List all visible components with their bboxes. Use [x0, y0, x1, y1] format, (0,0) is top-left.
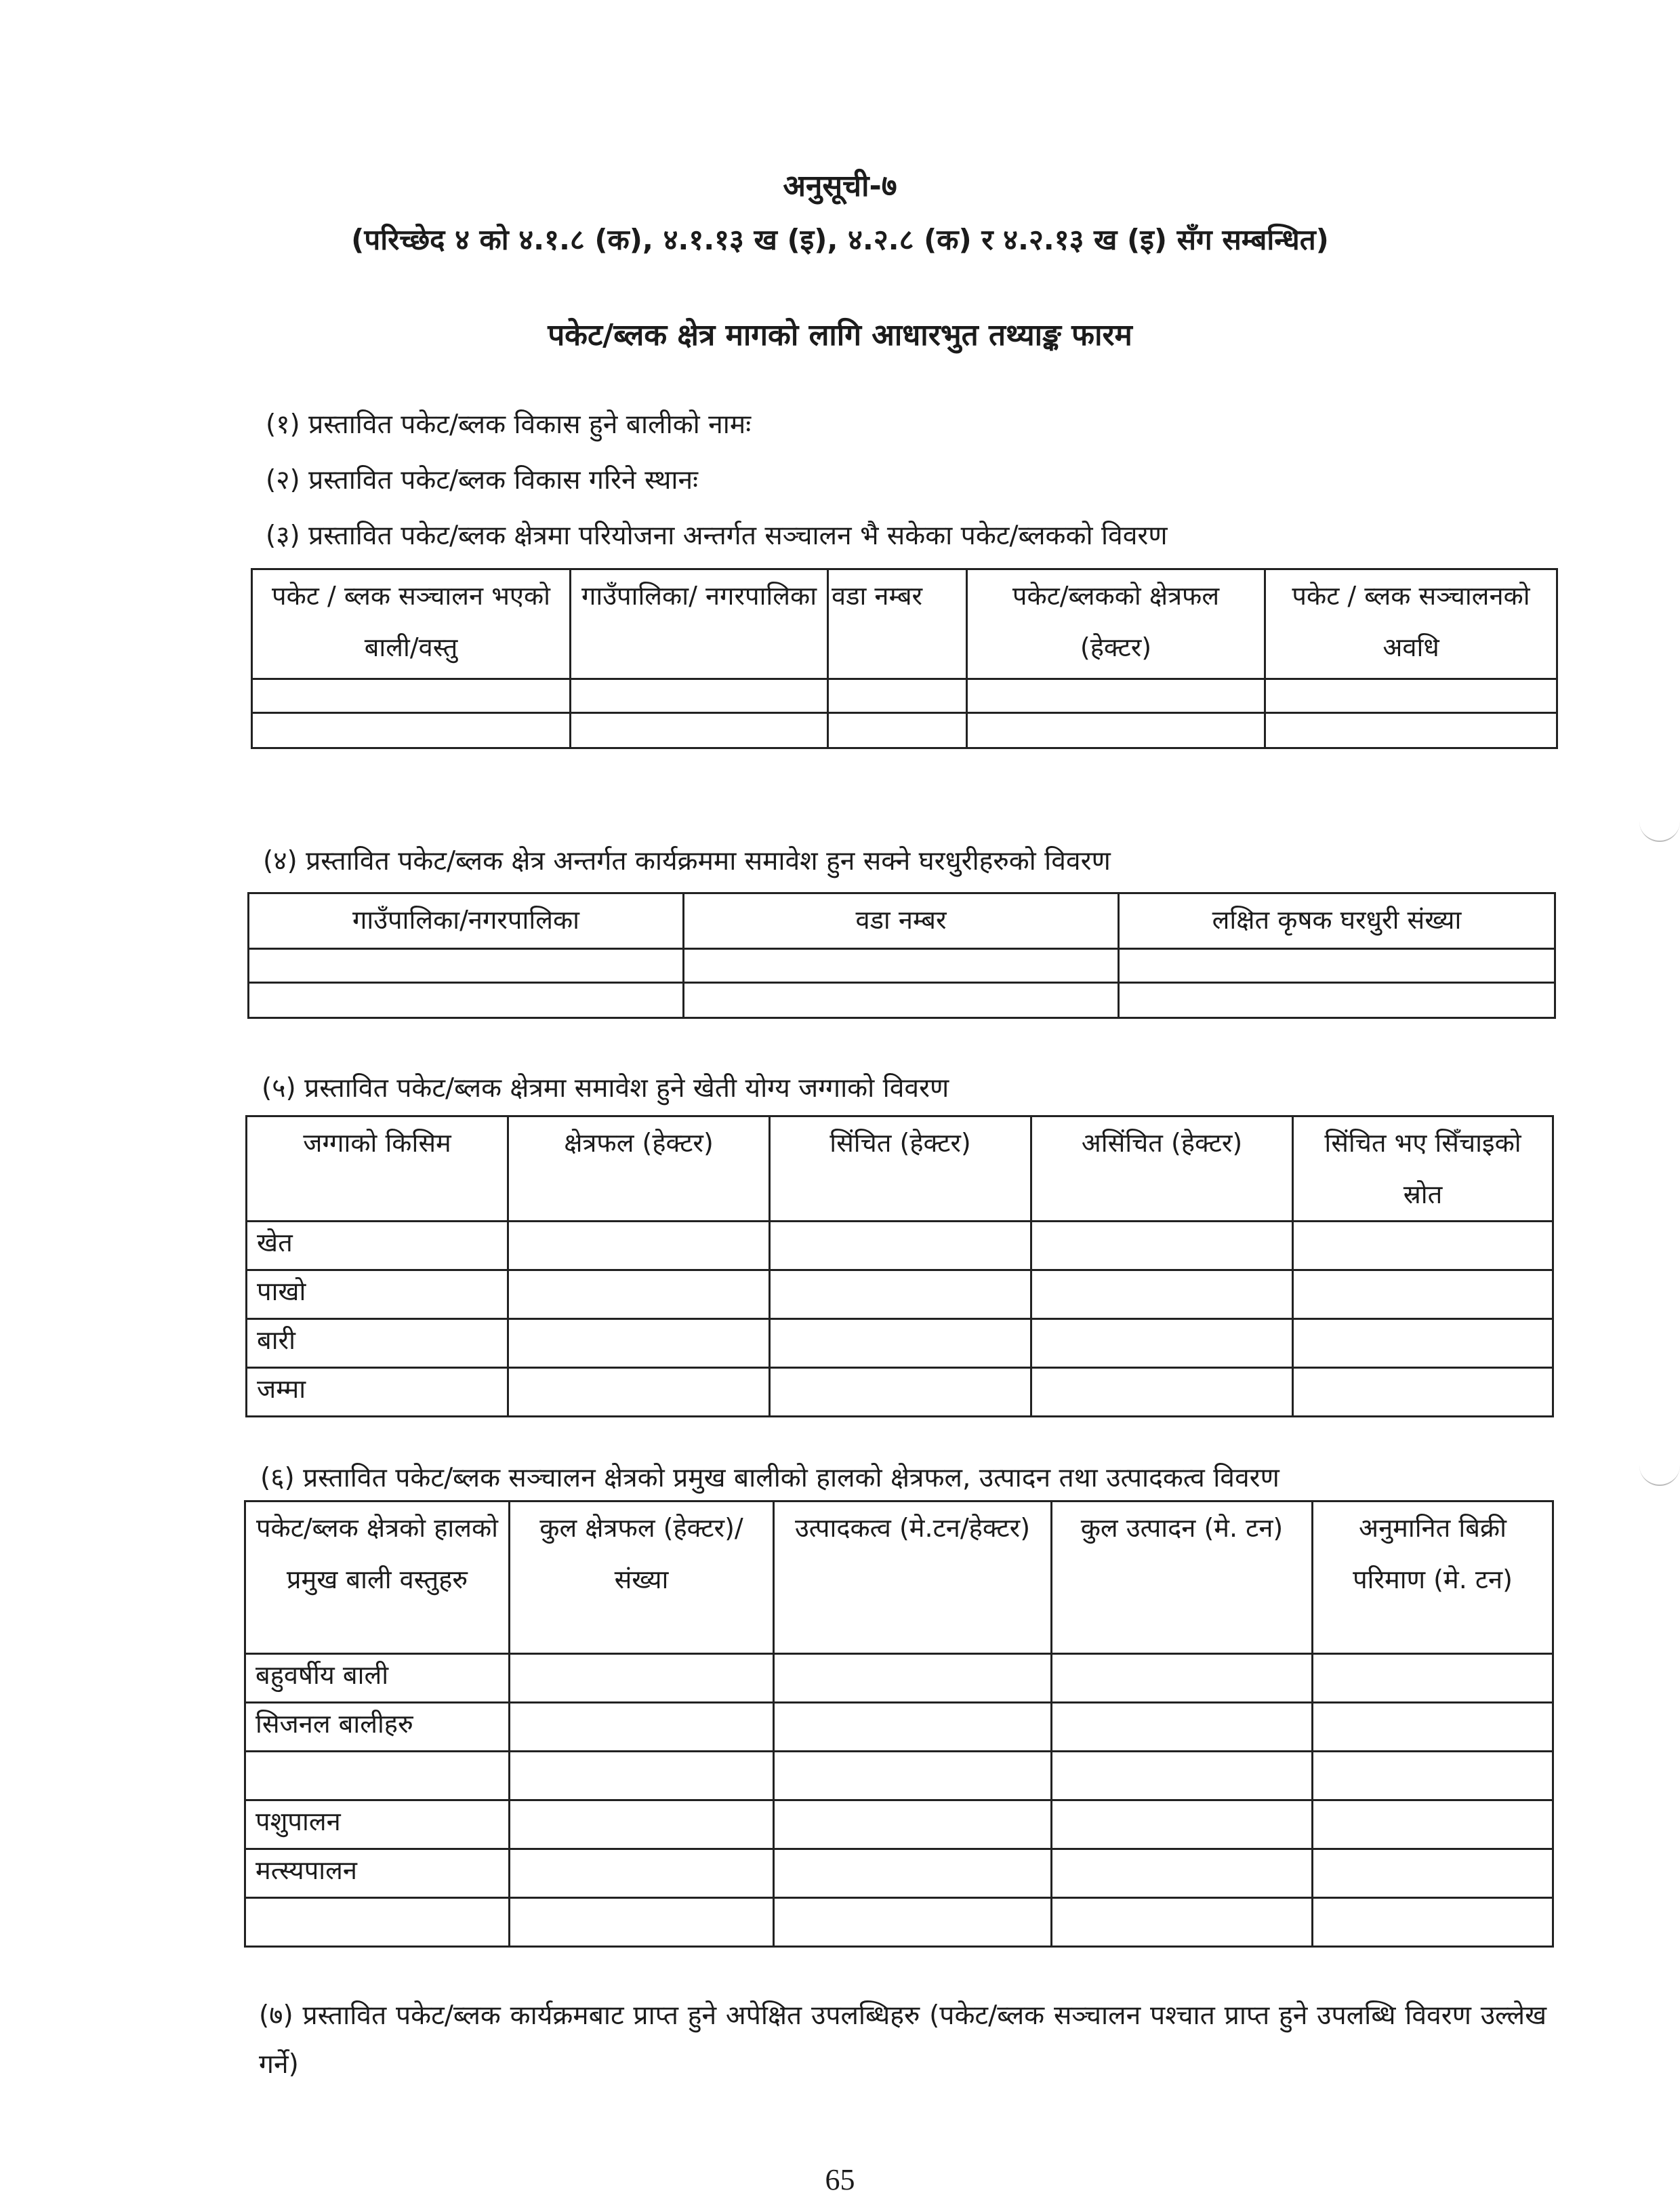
header-unirrigated: असिंचित (हेक्टर): [1031, 1116, 1293, 1222]
table-cell[interactable]: [1052, 1654, 1313, 1703]
section-3-title: (३) प्रस्तावित पकेट/ब्लक क्षेत्रमा परियोजना अन्तर्गत सञ्चालन भै सकेका पकेट/ब्लकको विवरण: [266, 521, 1168, 551]
table-row: [247, 1368, 1553, 1417]
table-cell[interactable]: [1031, 1270, 1293, 1319]
table-cell[interactable]: [1293, 1270, 1553, 1319]
table-cell[interactable]: [774, 1654, 1052, 1703]
table-cell[interactable]: [770, 1270, 1031, 1319]
table-cell[interactable]: [1052, 1849, 1313, 1898]
section-6-title: (६) प्रस्तावित पकेट/ब्लक सञ्चालन क्षेत्रको प्रमुख बालीको हालको क्षेत्रफल, उत्पादन तथा उत्पादकत्व विवरण: [260, 1463, 1279, 1493]
table-cell[interactable]: [510, 1800, 774, 1849]
table-cell[interactable]: [1265, 679, 1557, 713]
table-households: [247, 892, 1556, 1019]
table-cell[interactable]: [510, 1898, 774, 1947]
table-cell[interactable]: [1031, 1319, 1293, 1368]
header-productivity: उत्पादकत्व (मे.टन/हेक्टर): [774, 1501, 1052, 1654]
table-row: [252, 679, 1557, 713]
table-row: [249, 949, 1555, 983]
table-cell[interactable]: [510, 1849, 774, 1898]
table-cell[interactable]: [1293, 1222, 1553, 1270]
table-cell[interactable]: [252, 713, 571, 748]
table-cell[interactable]: [1293, 1319, 1553, 1368]
header-irrigated: सिंचित (हेक्टर): [770, 1116, 1031, 1222]
table-cell[interactable]: [1031, 1222, 1293, 1270]
section-7-expected-outcomes: (७) प्रस्तावित पकेट/ब्लक कार्यक्रमबाट प्राप्त हुने अपेक्षित उपलब्धिहरु (पकेट/ब्लक सञ्चालन पश्चात प्राप्त हुने उपलब्धि विवरण उल्लेख गर्ने): [259, 2000, 1546, 2080]
annex-heading: अनुसूची-७: [783, 169, 897, 203]
table-cell[interactable]: [252, 679, 571, 713]
header-area: पकेट/ब्लकको क्षेत्रफल (हेक्टर): [967, 569, 1265, 679]
table-header-row: [247, 1116, 1553, 1222]
table-existing-pockets: [251, 568, 1558, 749]
row-label: पाखो: [247, 1270, 508, 1319]
header-duration: पकेट / ब्लक सञ्चालनको अवधि: [1265, 569, 1557, 679]
row-label: [245, 1752, 510, 1800]
table-cell[interactable]: [571, 713, 828, 748]
table-cell[interactable]: [1313, 1654, 1553, 1703]
table-cell[interactable]: [1313, 1703, 1553, 1752]
table-cell[interactable]: [249, 949, 684, 983]
page-number: 65: [825, 2163, 855, 2196]
table-cell[interactable]: [774, 1752, 1052, 1800]
section-2-location: (२) प्रस्तावित पकेट/ब्लक विकास गरिने स्थानः: [266, 465, 699, 496]
header-ward: वडा नम्बर: [684, 893, 1119, 949]
table-cell[interactable]: [770, 1368, 1031, 1417]
table-row: [245, 1703, 1553, 1752]
table-cell[interactable]: [1313, 1849, 1553, 1898]
scan-edge-mark: [1639, 1457, 1680, 1486]
table-cell[interactable]: [1313, 1898, 1553, 1947]
header-total-production: कुल उत्पादन (मे. टन): [1052, 1501, 1313, 1654]
table-cell[interactable]: [1052, 1898, 1313, 1947]
table-land-details: [245, 1115, 1554, 1417]
table-cell[interactable]: [774, 1898, 1052, 1947]
table-row: [245, 1849, 1553, 1898]
table-header-row: [249, 893, 1555, 949]
table-cell[interactable]: [1293, 1368, 1553, 1417]
table-cell[interactable]: [510, 1752, 774, 1800]
table-cell[interactable]: [510, 1654, 774, 1703]
table-cell[interactable]: [770, 1222, 1031, 1270]
row-label: खेत: [247, 1222, 508, 1270]
header-land-type: जग्गाको किसिम: [247, 1116, 508, 1222]
table-cell[interactable]: [1313, 1800, 1553, 1849]
row-label: पशुपालन: [245, 1800, 510, 1849]
table-cell[interactable]: [1052, 1703, 1313, 1752]
table-cell[interactable]: [1265, 713, 1557, 748]
table-cell[interactable]: [828, 713, 967, 748]
header-crop: पकेट / ब्लक सञ्चालन भएको बाली/वस्तु: [252, 569, 571, 679]
table-major-crops: [244, 1500, 1554, 1948]
table-cell[interactable]: [684, 983, 1119, 1018]
header-estimated-sales: अनुमानित बिक्री परिमाण (मे. टन): [1313, 1501, 1553, 1654]
section-5-title: (५) प्रस्तावित पकेट/ब्लक क्षेत्रमा समावेश हुने खेती योग्य जग्गाको विवरण: [262, 1073, 949, 1104]
table-cell[interactable]: [508, 1270, 770, 1319]
header-municipality: गाउँपालिका/नगरपालिका: [249, 893, 684, 949]
section-4-title: (४) प्रस्तावित पकेट/ब्लक क्षेत्र अन्तर्गत कार्यक्रममा समावेश हुन सक्ने घरधुरीहरुको विवरण: [263, 846, 1111, 876]
table-cell[interactable]: [967, 713, 1265, 748]
table-cell[interactable]: [1119, 949, 1555, 983]
table-cell[interactable]: [967, 679, 1265, 713]
row-label: बहुवर्षीय बाली: [245, 1654, 510, 1703]
table-cell[interactable]: [1119, 983, 1555, 1018]
table-cell[interactable]: [571, 679, 828, 713]
table-row: [247, 1270, 1553, 1319]
header-households: लक्षित कृषक घरधुरी संख्या: [1119, 893, 1555, 949]
row-label: सिजनल बालीहरु: [245, 1703, 510, 1752]
table-cell[interactable]: [1052, 1752, 1313, 1800]
table-cell[interactable]: [510, 1703, 774, 1752]
table-row: [245, 1752, 1553, 1800]
header-total-area: कुल क्षेत्रफल (हेक्टर)/संख्या: [510, 1501, 774, 1654]
form-title: पकेट/ब्लक क्षेत्र मागको लागि आधारभुत तथ्याङ्क फारम: [548, 318, 1132, 352]
table-row: [247, 1319, 1553, 1368]
table-row: [245, 1654, 1553, 1703]
header-irrigation-source: सिंचित भए सिँचाइको स्रोत: [1293, 1116, 1553, 1222]
table-cell[interactable]: [774, 1800, 1052, 1849]
table-header-row: [245, 1501, 1553, 1654]
section-1-crop-name: (१) प्रस्तावित पकेट/ब्लक विकास हुने बालीको नामः: [266, 409, 752, 440]
row-label: बारी: [247, 1319, 508, 1368]
header-major-crops: पकेट/ब्लक क्षेत्रको हालको प्रमुख बाली वस्तुहरु: [245, 1501, 510, 1654]
table-cell[interactable]: [828, 679, 967, 713]
table-header-row: [252, 569, 1557, 679]
row-label: मत्स्यपालन: [245, 1849, 510, 1898]
header-ward: वडा नम्बर: [828, 569, 967, 679]
table-row: [247, 1222, 1553, 1270]
table-cell[interactable]: [508, 1222, 770, 1270]
row-label: जम्मा: [247, 1368, 508, 1417]
header-municipality: गाउँपालिका/ नगरपालिका: [571, 569, 828, 679]
annex-subtitle: (परिच्छेद ४ को ४.१.८ (क), ४.१.१३ ख (इ), ४.२.८ (क) र ४.२.१३ ख (इ) सँग सम्बन्धित): [351, 223, 1329, 256]
row-label: [245, 1898, 510, 1947]
scan-edge-mark: [1639, 813, 1680, 842]
table-cell[interactable]: [508, 1368, 770, 1417]
table-cell[interactable]: [1313, 1752, 1553, 1800]
table-row: [245, 1898, 1553, 1947]
table-cell[interactable]: [1052, 1800, 1313, 1849]
table-cell[interactable]: [508, 1319, 770, 1368]
table-cell[interactable]: [770, 1319, 1031, 1368]
table-row: [249, 983, 1555, 1018]
header-area: क्षेत्रफल (हेक्टर): [508, 1116, 770, 1222]
table-row: [252, 713, 1557, 748]
table-cell[interactable]: [684, 949, 1119, 983]
table-cell[interactable]: [774, 1849, 1052, 1898]
table-row: [245, 1800, 1553, 1849]
table-cell[interactable]: [249, 983, 684, 1018]
table-cell[interactable]: [1031, 1368, 1293, 1417]
table-cell[interactable]: [774, 1703, 1052, 1752]
